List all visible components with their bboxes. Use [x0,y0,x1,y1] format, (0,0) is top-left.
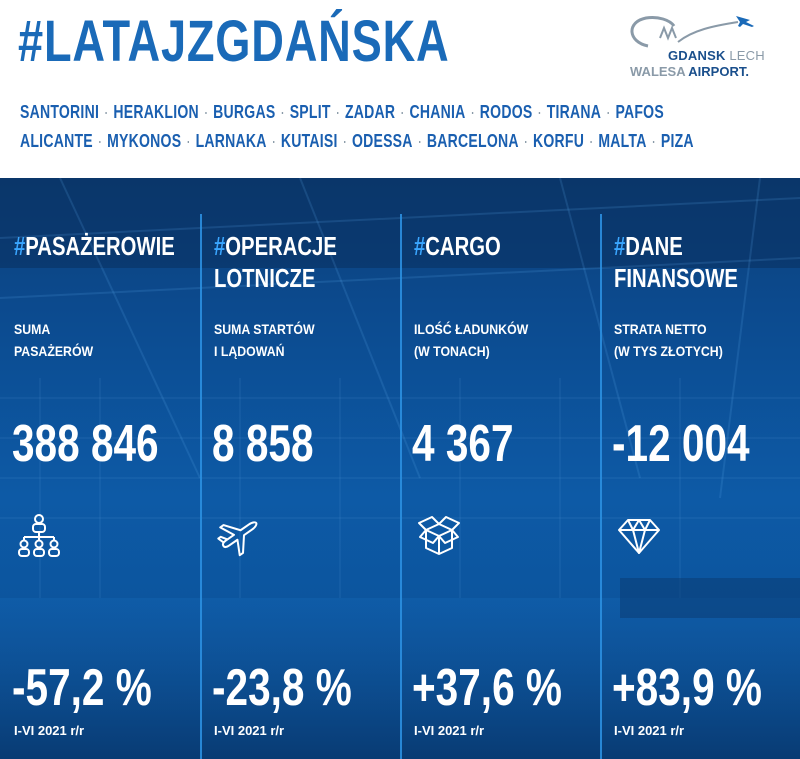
destination-item: PAFOS [615,102,664,122]
hash-symbol: # [14,231,26,261]
destination-item: ODESSA [351,131,413,151]
hash-symbol: # [414,231,426,261]
stat-category [414,230,593,262]
stat-value: 4 367 [412,415,514,473]
destinations-row-1 [20,102,664,123]
stat-change: +37,6 % [412,659,562,717]
hash-symbol: # [214,231,226,261]
campaign-hashtag: #LATAJZGDAŃSKA [18,9,450,74]
destination-separator: · [651,131,657,151]
destination-item: KUTAISI [280,131,338,151]
destination-separator: · [470,102,476,122]
destination-item: HERAKLION [113,102,199,122]
stat-subtitle [614,318,790,362]
stat-period: I-VI 2021 r/r [614,723,685,738]
stat-change: -23,8 % [212,659,352,717]
category-label: CARGO [425,231,501,261]
airport-logo [618,8,788,88]
stat-subtitle [14,318,190,362]
subtitle-line1: SUMA STARTÓW [214,321,315,337]
destination-item: ALICANTE [20,131,93,151]
subtitle-line2: (W TYS ZŁOTYCH) [614,343,723,359]
destination-item: KORFU [532,131,585,151]
destination-item: BURGAS [213,102,276,122]
destination-separator: · [588,131,594,151]
destination-separator: · [185,131,191,151]
logo-lech: LECH [729,48,765,63]
hash-symbol: # [614,231,626,261]
subtitle-line1: SUMA [14,321,51,337]
people-network-icon [16,512,62,558]
destination-item: MYKONOS [107,131,182,151]
logo-airport: AIRPORT. [688,64,749,79]
destination-separator: · [417,131,423,151]
subtitle-line2: I LĄDOWAŃ [214,343,285,359]
destination-separator: · [97,131,103,151]
stat-category [14,230,193,262]
destination-item: TIRANA [546,102,602,122]
destination-separator: · [537,102,543,122]
destination-item: MALTA [598,131,647,151]
destination-separator: · [605,102,611,122]
destination-separator: · [203,102,209,122]
open-box-icon [416,512,462,558]
logo-text-line1 [668,48,765,63]
destination-separator: · [103,102,109,122]
diamond-icon [616,512,662,558]
stat-subtitle [414,318,590,362]
stat-column-operations [200,178,400,759]
destination-item: LARNAKA [195,131,267,151]
header [0,0,800,178]
stat-value: 8 858 [212,415,314,473]
destination-separator: · [335,102,341,122]
logo-text-line2 [630,64,749,79]
stat-value: 388 846 [12,415,159,473]
stat-period: I-VI 2021 r/r [214,723,285,738]
destination-item: PIZA [660,131,694,151]
destination-separator: · [399,102,405,122]
category-label: DANE FINANSOWE [614,231,738,293]
destination-separator: · [280,102,286,122]
stat-period: I-VI 2021 r/r [14,723,85,738]
stat-change: +83,9 % [612,659,762,717]
category-label: OPERACJE LOTNICZE [214,231,337,293]
stat-column-financial [600,178,800,759]
destination-item: BARCELONA [426,131,519,151]
destination-item: SANTORINI [20,102,100,122]
airplane-icon [216,512,262,558]
category-label: PASAŻEROWIE [25,231,175,261]
stat-column-passengers [0,178,200,759]
stats-panel [0,178,800,759]
logo-walesa: WALESA [630,64,686,79]
destination-separator: · [342,131,348,151]
logo-gdansk: GDANSK [668,48,726,63]
subtitle-line1: ILOŚĆ ŁADUNKÓW [414,321,529,337]
subtitle-line2: PASAŻERÓW [14,343,94,359]
destinations-row-2 [20,131,694,152]
stat-category [214,230,370,294]
stat-value: -12 004 [612,415,750,473]
subtitle-line2: (W TONACH) [414,343,490,359]
stat-change: -57,2 % [12,659,152,717]
destination-item: CHANIA [409,102,466,122]
stat-period: I-VI 2021 r/r [414,723,485,738]
destination-item: SPLIT [289,102,331,122]
destination-separator: · [271,131,277,151]
destination-item: RODOS [479,102,533,122]
stat-category [614,230,747,294]
destination-item: ZADAR [344,102,396,122]
stat-column-cargo [400,178,600,759]
subtitle-line1: STRATA NETTO [614,321,707,337]
stat-subtitle [214,318,390,362]
destination-separator: · [523,131,529,151]
